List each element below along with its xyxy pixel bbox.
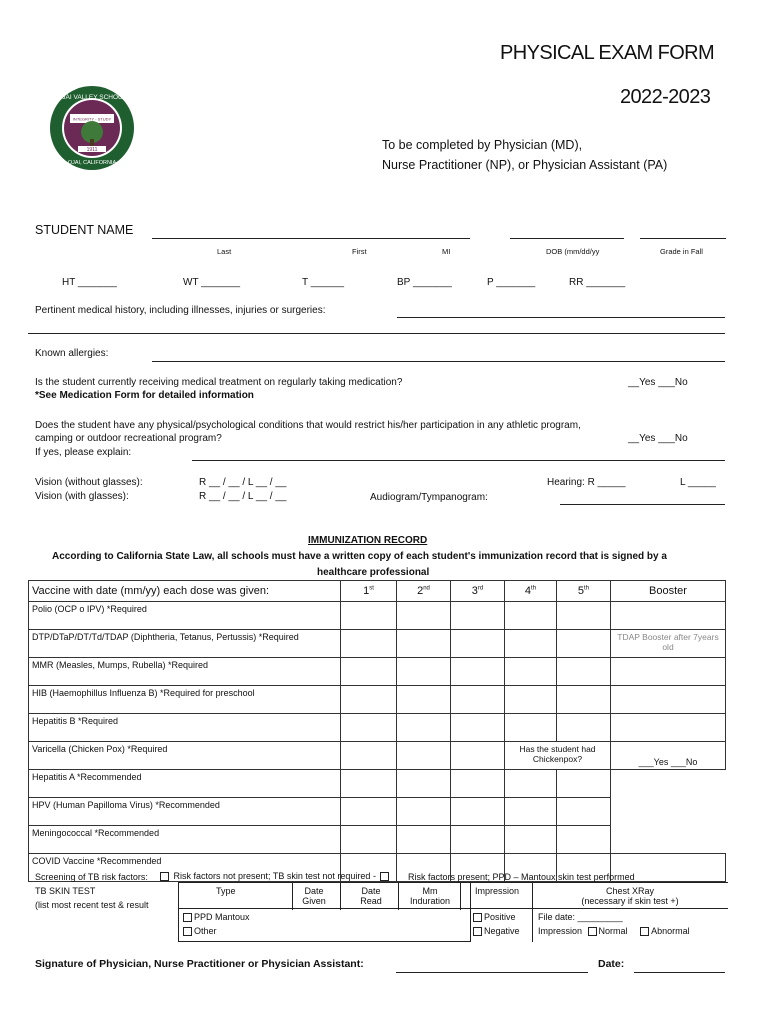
dose-cell[interactable] [505,602,557,630]
dose-cell[interactable] [451,798,505,826]
dose-2-header: 2nd [397,581,451,602]
dose-cell[interactable] [341,826,397,854]
dose-cell[interactable] [397,630,451,658]
ht-field[interactable]: HT _______ [62,277,117,288]
table-row [29,742,726,770]
date-field[interactable] [634,972,725,973]
dose-cell[interactable] [557,714,611,742]
signature-label: Signature of Physician, Nurse Practitioner or Physician Assistant: [35,958,364,970]
booster-header: Booster [611,581,726,602]
dose-4-header: 4th [505,581,557,602]
dose-cell[interactable] [451,630,505,658]
law-text-1: According to California State Law, all schools must have a written copy of each student's immunization record that is signed by a [52,551,667,562]
signature-field[interactable] [396,972,588,973]
school-logo [48,84,136,175]
law-text-2: healthcare professional [317,567,430,578]
dose-cell[interactable] [341,602,397,630]
dose-cell[interactable] [451,714,505,742]
dose-cell[interactable] [397,658,451,686]
booster-cell[interactable] [611,714,726,742]
dose-cell[interactable] [557,686,611,714]
tb-row-divider [178,882,728,883]
immunization-table [28,580,726,882]
date-label: Date: [598,958,625,970]
dose-cell[interactable] [451,826,505,854]
tb-list-recent-label: (list most recent test & result [35,900,149,910]
dose-cell[interactable] [397,714,451,742]
vaccine-dtap: DTP/DTaP/DT/Td/TDAP (Diphtheria, Tetanus, Pertussis) *Required [29,630,341,658]
last-sublabel: Last [217,247,232,256]
tb-mm-header: Mm Induration [409,886,451,906]
dose-cell[interactable] [397,826,451,854]
table-row [29,826,726,854]
dose-cell[interactable] [451,686,505,714]
tb-impression-header: Impression [475,886,520,896]
vaccine-meningococcal: Meningococcal *Recommended [29,826,341,854]
completed-by-line-2: Nurse Practitioner (NP), or Physician Assistant (PA) [382,158,668,172]
checkbox-icon[interactable] [473,927,482,936]
conditions-question-1: Does the student have any physical/psychological conditions that would restrict his/her participation in any athletic program, [35,420,581,431]
dose-cell[interactable] [505,686,557,714]
checkbox-icon[interactable] [183,913,192,922]
tb-col-divider [470,882,471,942]
table-header-row [29,581,726,602]
hearing-r-field[interactable]: Hearing: R _____ [547,477,626,488]
dose-cell[interactable] [557,630,611,658]
tb-col-divider [460,882,461,910]
tb-date-read-header: Date Read [360,886,382,906]
dose-cell[interactable] [505,770,557,798]
dose-cell[interactable] [341,770,397,798]
dose-cell[interactable] [341,714,397,742]
dose-cell[interactable] [451,658,505,686]
audiogram-label: Audiogram/Tympanogram: [370,492,488,503]
table-row [29,630,726,658]
dose-cell[interactable] [341,658,397,686]
student-name-label: STUDENT NAME [35,223,134,237]
dose-cell[interactable] [341,742,397,770]
dose-cell[interactable] [397,602,451,630]
tb-skin-test-label: TB SKIN TEST [35,886,96,896]
treatment-yes-no[interactable]: __Yes ___No [628,377,688,388]
form-year: 2022-2023 [620,86,711,108]
logo-founded-text: 1911 [86,147,98,153]
dose-cell[interactable] [505,826,557,854]
explain-field[interactable] [192,460,725,461]
tb-col-divider [340,882,341,910]
empty-cell [611,826,726,854]
dose-cell[interactable] [397,770,451,798]
pertinent-history-field[interactable] [397,317,725,318]
empty-cell [611,770,726,798]
checkbox-icon[interactable] [160,872,169,881]
vaccine-covid: COVID Vaccine *Recommended [29,854,341,882]
vaccine-hepatitis-b: Hepatitis B *Required [29,714,341,742]
dose-cell[interactable] [505,798,557,826]
tb-row-divider [178,908,728,909]
pertinent-history-label: Pertinent medical history, including illnesses, injuries or surgeries: [35,305,326,316]
rr-field[interactable]: RR _______ [569,277,626,288]
dose-5-header: 5th [557,581,611,602]
tb-col-divider [292,882,293,910]
vision-with-field[interactable]: R __ / __ / L __ / __ [199,491,287,502]
booster-cell[interactable] [611,686,726,714]
tb-not-present-option[interactable] [160,871,391,881]
wt-field[interactable]: WT _______ [183,277,241,288]
bp-field[interactable]: BP _______ [397,277,452,288]
tb-negative-option[interactable]: Negative [473,926,520,936]
conditions-question-2: camping or outdoor recreational program? [35,433,222,444]
xray-impression-label: Impression [538,926,583,936]
tb-col-divider [532,882,533,942]
dose-cell[interactable] [505,630,557,658]
hearing-l-field[interactable]: L _____ [680,477,716,488]
tb-date-given-header: Date Given [302,886,326,906]
dose-cell[interactable] [451,742,505,770]
treatment-question: Is the student currently receiving medical treatment on regularly taking medication? [35,377,403,388]
tb-not-present-label: Risk factors not present; TB skin test not required - [173,871,376,881]
booster-cell[interactable] [611,658,726,686]
abnormal-option[interactable]: Abnormal [651,926,690,936]
pertinent-history-field-2[interactable] [28,333,725,334]
dose-cell[interactable] [557,770,611,798]
logo-top-text: OJAI VALLEY SCHOOL [57,94,127,101]
tdap-booster-note[interactable]: TDAP Booster after 7years old [611,630,726,658]
tb-col-divider [398,882,399,910]
logo-banner-text: INTEGRITY - STUDY [72,116,112,122]
immunization-heading: IMMUNIZATION RECORD [308,535,428,546]
table-row [29,770,726,798]
dose-cell[interactable] [341,686,397,714]
vaccine-hepatitis-a: Hepatitis A *Recommended [29,770,341,798]
vision-with-label: Vision (with glasses): [35,491,129,502]
table-row [29,658,726,686]
dose-cell[interactable] [397,798,451,826]
dob-field[interactable] [510,238,624,239]
tb-screening-label: Screening of TB risk factors: [35,872,148,882]
school-seal-icon [48,84,136,172]
vaccine-varicella: Varicella (Chicken Pox) *Required [29,742,341,770]
checkbox-icon[interactable] [473,913,482,922]
checkbox-icon[interactable] [640,927,649,936]
empty-cell [611,798,726,826]
allergies-label: Known allergies: [35,348,109,359]
dose-cell[interactable] [505,658,557,686]
logo-bottom-text: OJAI, CALIFORNIA [67,160,117,166]
vaccine-polio: Polio (OCP o IPV) *Required [29,602,341,630]
vaccine-mmr: MMR (Measles, Mumps, Rubella) *Required [29,658,341,686]
dose-cell[interactable] [557,602,611,630]
audiogram-field[interactable] [560,504,725,505]
tb-divider [178,882,179,942]
vaccine-column-header: Vaccine with date (mm/yy) each dose was given: [29,581,341,602]
medication-form-note: *See Medication Form for detailed information [35,390,254,401]
explain-label: If yes, please explain: [35,447,132,458]
vaccine-hpv: HPV (Human Papilloma Virus) *Recommended [29,798,341,826]
t-field[interactable]: T ______ [302,277,345,288]
chickenpox-yes-no[interactable]: ___Yes ___No [611,742,726,770]
completed-by-line-1: To be completed by Physician (MD), [382,138,583,152]
file-date-field[interactable]: File date: _________ [538,912,623,922]
table-row [29,714,726,742]
p-field[interactable]: P _______ [487,277,536,288]
tb-positive-option[interactable]: Positive [473,912,516,922]
xray-impression-group [538,926,690,936]
dose-cell[interactable] [451,770,505,798]
tb-xray-header: Chest XRay (necessary if skin test +) [581,886,679,906]
dose-cell[interactable] [557,826,611,854]
checkbox-icon[interactable] [588,927,597,936]
form-title: PHYSICAL EXAM FORM [500,42,715,64]
dose-cell[interactable] [451,602,505,630]
dose-1-header: 1st [341,581,397,602]
dose-3-header: 3rd [451,581,505,602]
booster-cell[interactable] [611,602,726,630]
grade-sublabel: Grade in Fall [660,247,703,256]
dose-cell[interactable] [397,686,451,714]
tb-other-option[interactable]: Other [183,926,217,936]
normal-option[interactable]: Normal [598,926,628,936]
tb-divider [178,941,470,942]
table-row [29,798,726,826]
checkbox-icon[interactable] [380,872,389,881]
chickenpox-question: Has the student had Chickenpox? [505,742,611,770]
checkbox-icon[interactable] [183,927,192,936]
dose-cell[interactable] [557,658,611,686]
dob-sublabel: DOB (mm/dd/yy [546,247,600,256]
vision-without-field[interactable]: R __ / __ / L __ / __ [199,477,287,488]
tb-type-header: Type [216,886,236,896]
allergies-field[interactable] [152,361,725,362]
first-sublabel: First [352,247,367,256]
dose-cell[interactable] [397,742,451,770]
table-row [29,686,726,714]
conditions-yes-no[interactable]: __Yes ___No [628,433,688,444]
student-name-field[interactable] [152,238,470,239]
vision-without-label: Vision (without glasses): [35,477,143,488]
table-row [29,602,726,630]
vaccine-hib: HIB (Haemophillus Influenza B) *Required for preschool [29,686,341,714]
grade-field[interactable] [640,238,726,239]
dose-cell[interactable] [341,798,397,826]
mi-sublabel: MI [442,247,451,256]
dose-cell[interactable] [505,714,557,742]
dose-cell[interactable] [341,630,397,658]
dose-cell[interactable] [557,798,611,826]
tb-present-label: Risk factors present; PPD – Mantoux skin test performed [408,872,635,882]
tb-ppd-option[interactable]: PPD Mantoux [183,912,250,922]
